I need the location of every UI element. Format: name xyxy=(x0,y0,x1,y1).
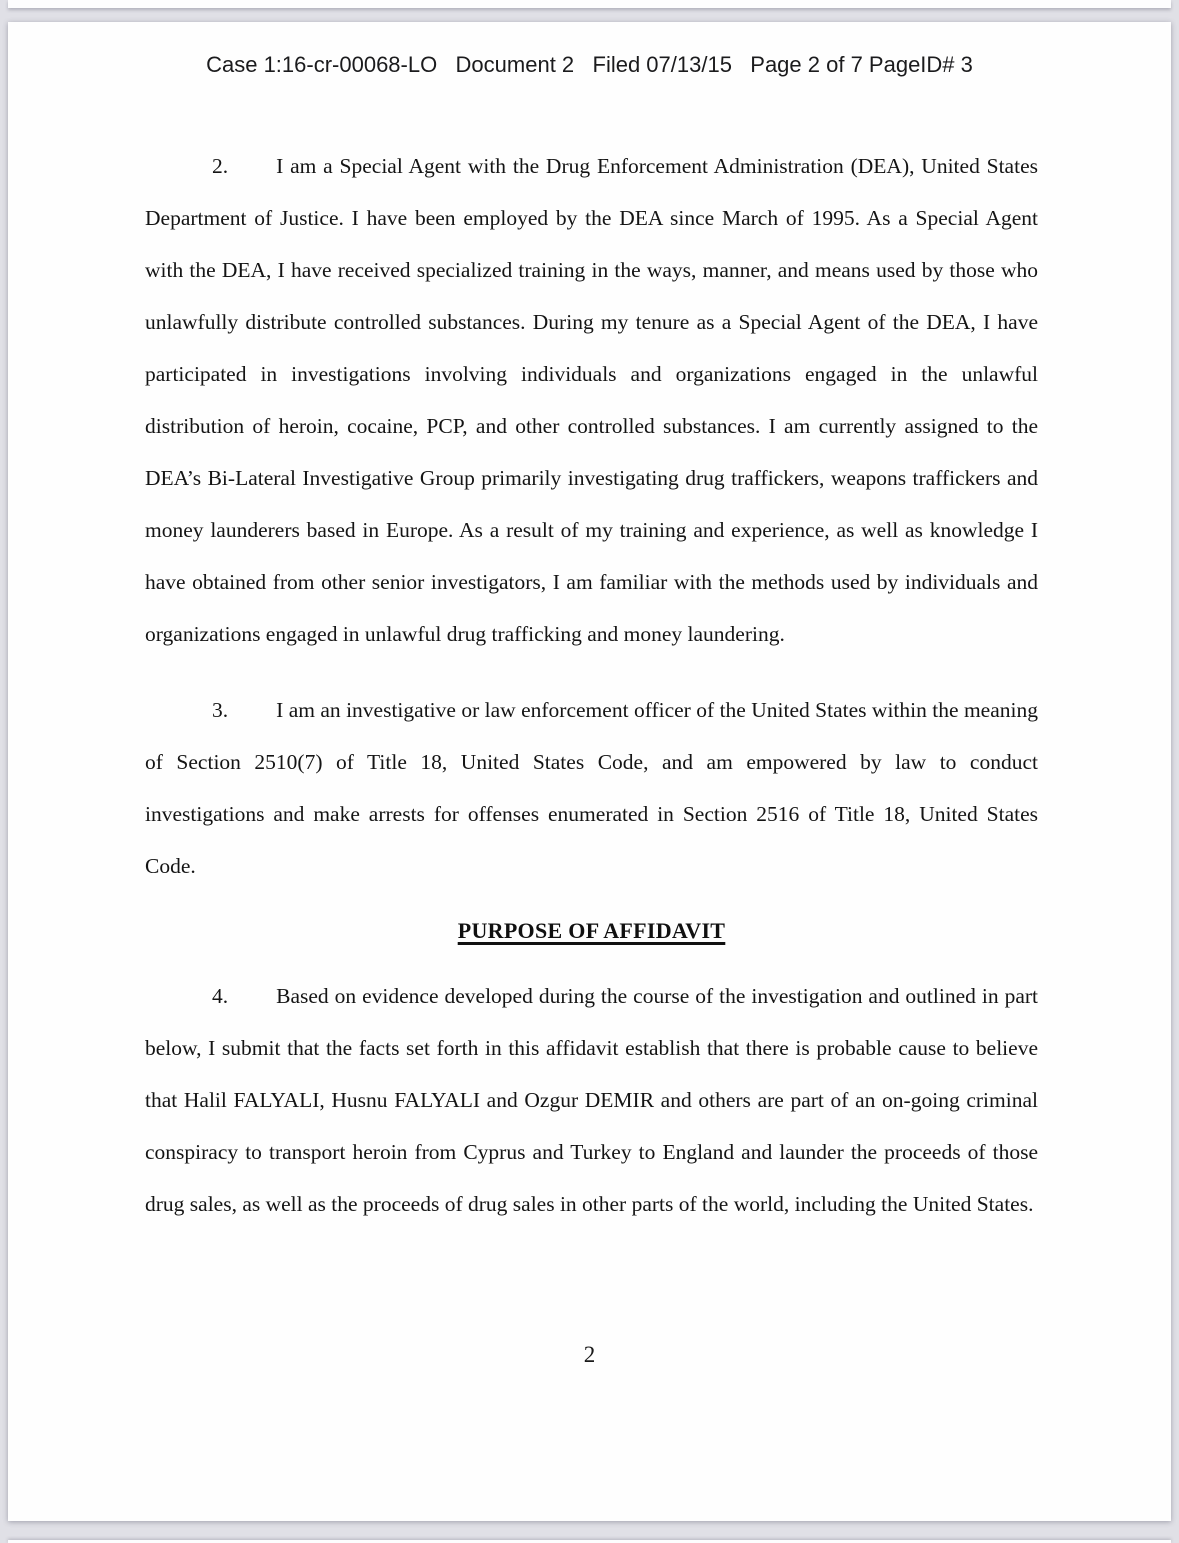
case-stamp: Case 1:16-cr-00068-LO Document 2 Filed 07/13/15 Page 2 of 7 PageID# 3 xyxy=(206,52,973,77)
paragraph xyxy=(145,140,1038,660)
paragraph-number: 4. xyxy=(212,984,229,1008)
paragraph-number: 3. xyxy=(212,698,229,722)
document-body xyxy=(145,140,1038,1254)
paragraph-number: 2. xyxy=(212,154,229,178)
paragraph xyxy=(145,970,1038,1230)
pdf-page xyxy=(8,22,1171,1521)
paragraph-text: I am an investigative or law enforcement officer of the United States within the meaning of Section 2510(7) of Title 18, United States Code, and am empowered by law to conduct investigations and make arrests for offenses enumerated in Section 2516 of Title 18, United States Code. xyxy=(145,698,1038,878)
paragraph-text: Based on evidence developed during the course of the investigation and outlined in part below, I submit that the facts set forth in this affidavit establish that there is probable cause to believe that Halil FALYALI, Husnu FALYALI and Ozgur DEMIR and others are part of an on-going criminal conspiracy to transport heroin from Cyprus and Turkey to England and launder the proceeds of those drug sales, as well as the proceeds of drug sales in other parts of the world, including the United States. xyxy=(145,984,1038,1216)
section-heading: PURPOSE OF AFFIDAVIT xyxy=(457,918,726,943)
page-number: 2 xyxy=(583,1342,596,1367)
paragraph xyxy=(145,684,1038,892)
paragraph-text: I am a Special Agent with the Drug Enforcement Administration (DEA), United States Department of Justice. I have been employed by the DEA since March of 1995. As a Special Agent with the DEA, I have received specialized training in the ways, manner, and means used by those who unlawfully distribute controlled substances. During my tenure as a Special Agent of the DEA, I have participated in investigations involving individuals and organizations engaged in the unlawful distribution of heroin, cocaine, PCP, and other controlled substances. I am currently assigned to the DEA’s Bi-Lateral Investigative Group primarily investigating drug traffickers, weapons traffickers and money launderers based in Europe. As a result of my training and experience, as well as knowledge I have obtained from other senior investigators, I am familiar with the methods used by individuals and organizations engaged in unlawful drug trafficking and money laundering. xyxy=(145,154,1038,646)
previous-page-edge xyxy=(8,0,1171,8)
